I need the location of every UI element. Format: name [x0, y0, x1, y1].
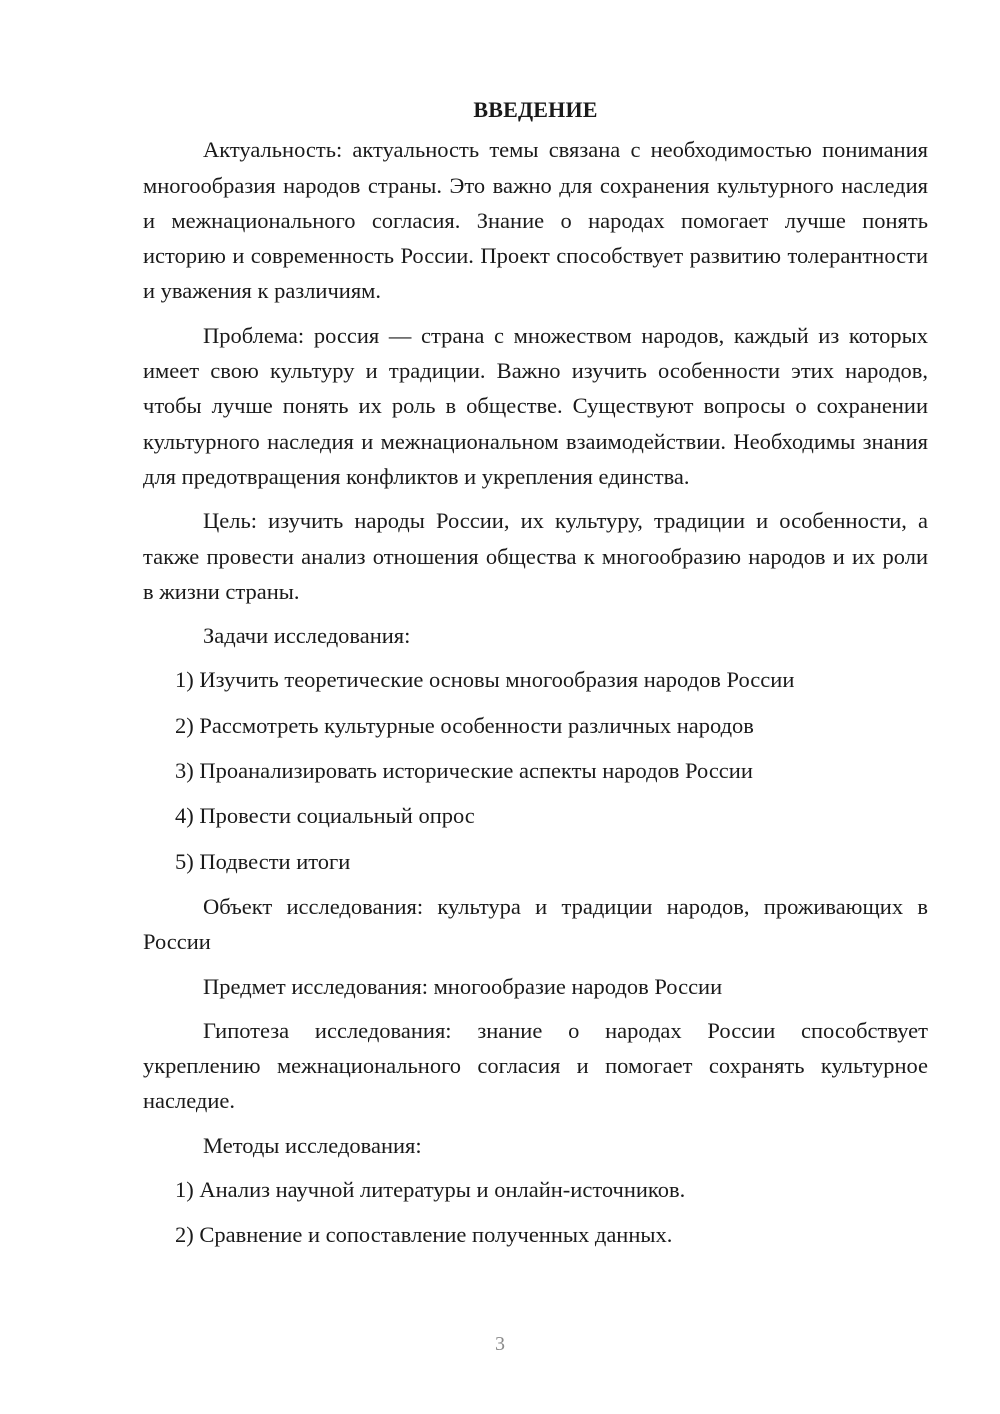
methods-title: Методы исследования: — [203, 1132, 422, 1158]
hypothesis-paragraph: Гипотеза исследования: знание о народах России способствует укреплению межнационального согласия и помогает сохранять культурное наследие. — [143, 1017, 928, 1114]
list-item: 1) Изучить теоретические основы многообразия народов России — [175, 667, 795, 693]
section-heading: ВВЕДЕНИЕ — [473, 97, 598, 122]
page-number: 3 — [495, 1333, 505, 1355]
subject-paragraph: Предмет исследования: многообразие народов России — [203, 973, 723, 999]
methods-list — [143, 1172, 928, 1253]
tasks-list — [143, 662, 928, 878]
goal-paragraph: Цель: изучить народы России, их культуру, традиции и особенности, а также провести анализ отношения общества к многообразию народов и их роли в жизни страны. — [143, 508, 928, 604]
tasks-title: Задачи исследования: — [203, 623, 411, 649]
relevance-paragraph: Актуальность: актуальность темы связана с необходимостью понимания многообразия народов страны. Это важно для сохранения культурного наследия и межнационального согласия. Знание о народах помогает лучше понять историю и современность России. Проект способствует развитию толерантности и уважения к различиям. — [143, 137, 928, 304]
list-item: 3) Проанализировать исторические аспекты народов России — [175, 758, 753, 784]
problem-paragraph: Проблема: россия — страна с множеством народов, каждый из которых имеет свою культуру и традиции. Важно изучить особенности этих народов, чтобы лучше понять их роль в обществе. Существуют вопросы о сохранении культурного наследия и межнациональном взаимодействии. Необходимы знания для предотвращения конфликтов и укрепления единства. — [143, 322, 928, 489]
list-item: 2) Рассмотреть культурные особенности различных народов — [175, 712, 754, 738]
list-item: 5) Подвести итоги — [175, 848, 351, 874]
object-paragraph: Объект исследования: культура и традиции народов, проживающих в России — [143, 893, 928, 955]
list-item: 2) Сравнение и сопоставление полученных данных. — [175, 1222, 673, 1248]
list-item: 1) Анализ научной литературы и онлайн-источников. — [175, 1177, 686, 1203]
list-item: 4) Провести социальный опрос — [175, 803, 475, 829]
page-content — [143, 92, 928, 1263]
